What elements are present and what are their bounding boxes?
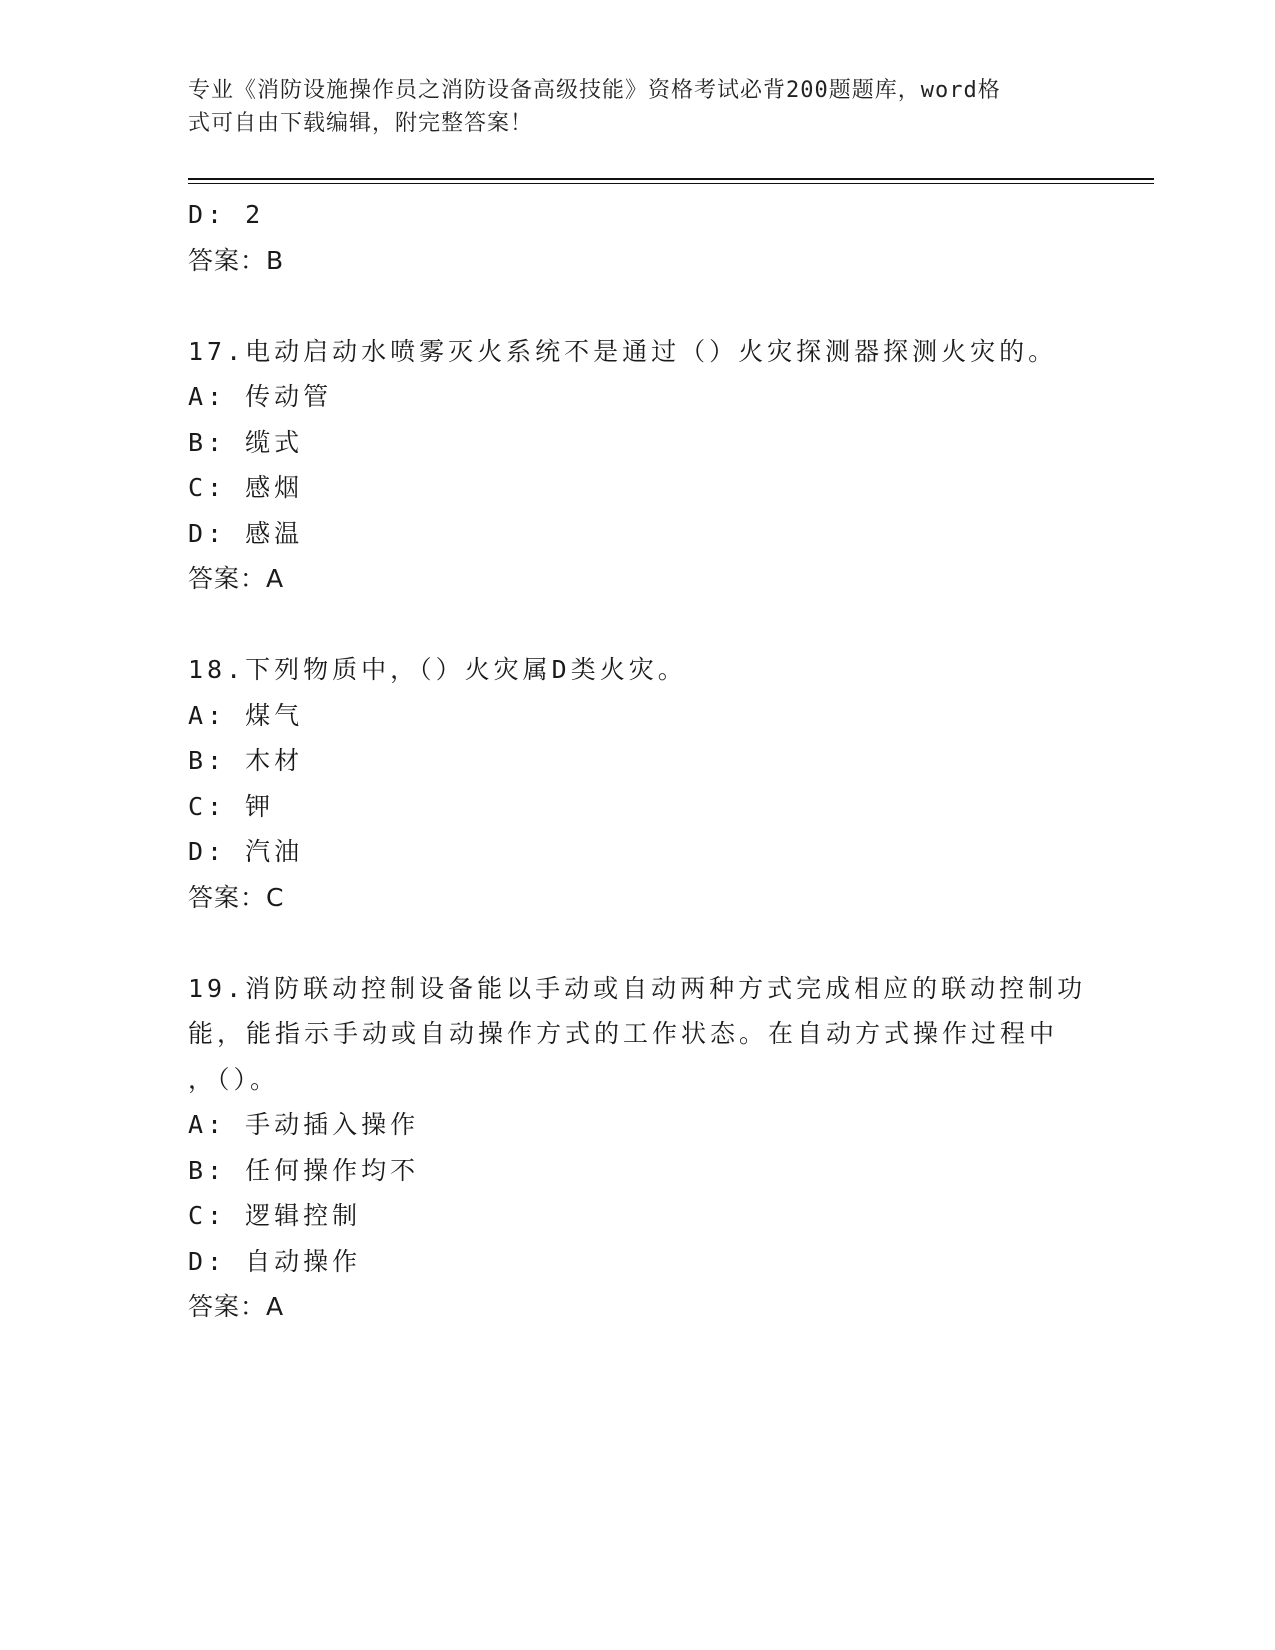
document-header [188,74,1068,140]
header-divider-thin [188,183,1154,184]
option-a: A: 手动插入操作 [188,1110,420,1139]
question-stem-line: 19.消防联动控制设备能以手动或自动两种方式完成相应的联动控制功 [188,973,1087,1003]
question-stem [188,329,1078,375]
option-c: C: 逻辑控制 [188,1201,362,1230]
question-list [188,192,1088,1330]
spacer [188,602,1088,648]
option-b: B: 缆式 [188,427,304,457]
question-18 [188,647,1088,920]
question-stem-line: 17.电动启动水喷雾灭火系统不是通过（）火灾探测器探测火灾的。 [188,336,1058,366]
question-stem-line: 能，能指示手动或自动操作方式的工作状态。在自动方式操作过程中 [188,1019,1059,1048]
option-b: B: 木材 [188,746,304,775]
question-19 [188,966,1088,1330]
option-b: B: 任何操作均不 [188,1155,420,1185]
spacer [188,920,1088,966]
option-d: D: 汽油 [188,837,304,866]
answer-line: 答案：A [188,1292,285,1321]
option-d: D: 感温 [188,518,304,548]
answer-line: 答案：B [188,245,285,275]
header-line-1: 专业《消防设施操作员之消防设备高级技能》资格考试必背200题题库，word格 [188,78,1001,103]
header-line-2: 式可自由下载编辑，附完整答案！ [188,111,534,136]
question-stem-line: 18.下列物质中，（）火灾属D类火灾。 [188,655,687,684]
option-c: C: 感烟 [188,473,304,502]
answer-line: 答案：C [188,882,285,912]
option-a: A: 传动管 [188,382,333,411]
option-a: A: 煤气 [188,700,304,730]
carryover-block [188,192,1088,283]
answer-line: 答案：A [188,564,285,593]
question-stem [188,966,1087,1103]
question-17 [188,329,1088,602]
option-c: C: 钾 [188,791,275,821]
question-stem-line: ，（）。 [188,1064,280,1094]
question-stem [188,647,1078,693]
option-d: D: 自动操作 [188,1246,362,1276]
header-divider-thick [188,178,1154,180]
option-d: D: 2 [188,200,265,229]
spacer [188,283,1088,329]
